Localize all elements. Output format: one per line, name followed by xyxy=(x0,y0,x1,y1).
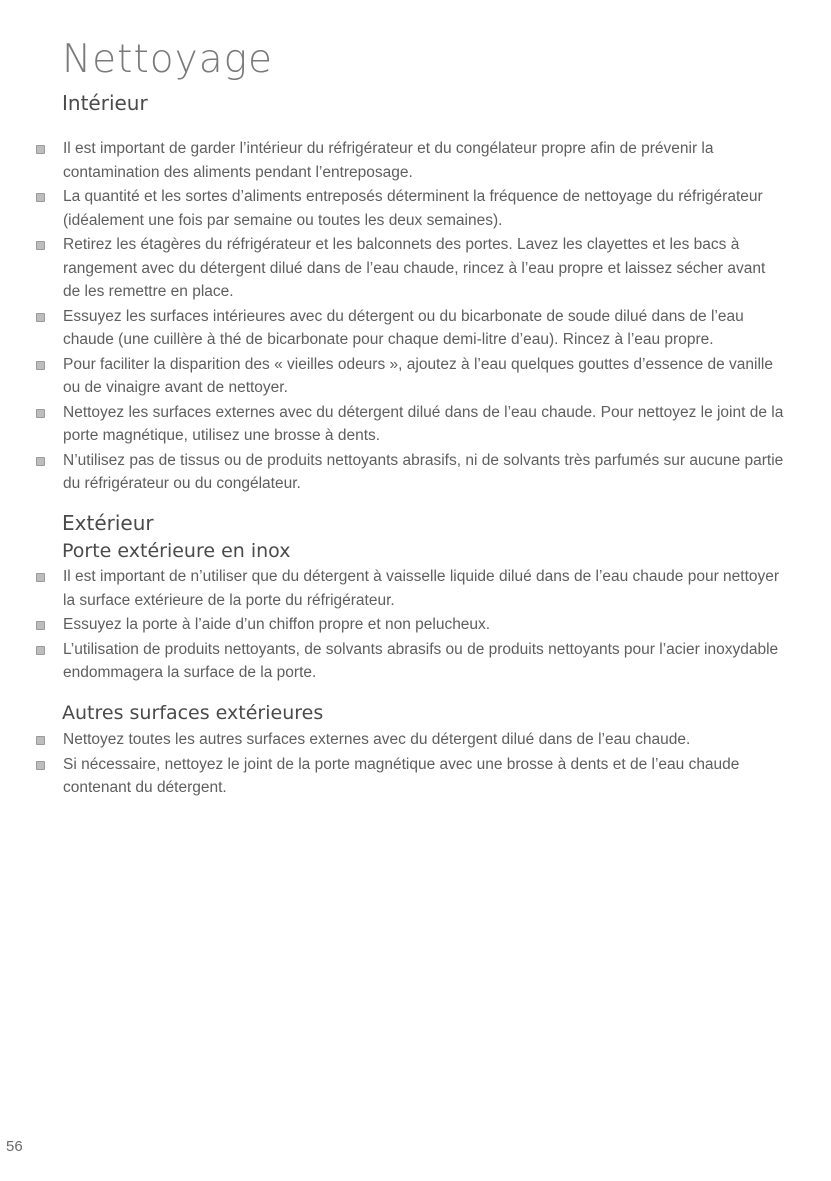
list-item xyxy=(36,401,786,448)
list-item xyxy=(36,185,786,232)
list-item-text: Retirez les étagères du réfrigérateur et les balconnets des portes. Lavez les clayettes et les bacs à rangement avec du détergent dilué dans de l’eau chaude, rincez à l’eau propre et laissez sécher avant de les remettre en place. xyxy=(63,236,766,300)
list-item-text: N’utilisez pas de tissus ou de produits nettoyants abrasifs, ni de solvants très parfumés sur aucune partie du réfrigérateur ou du congélateur. xyxy=(63,451,784,492)
list-item xyxy=(36,728,786,752)
list-item xyxy=(36,449,786,496)
list-item-text: Si nécessaire, nettoyez le joint de la porte magnétique avec une brosse à dents et de l’eau chaude contenant du détergent. xyxy=(63,755,740,796)
subheading-porte-inox: Porte extérieure en inox xyxy=(62,540,291,562)
bullet-icon xyxy=(36,573,45,582)
list-item-text: L’utilisation de produits nettoyants, de solvants abrasifs ou de produits nettoyants pour l’acier inoxydable endommagera la surface de la porte. xyxy=(63,640,779,681)
list-item xyxy=(36,305,786,352)
interieur-bullet-list xyxy=(36,137,786,496)
list-item-text: Pour faciliter la disparition des « vieilles odeurs », ajoutez à l’eau quelques gouttes d’essence de vanille ou de vinaigre avant de nettoyer. xyxy=(63,355,773,396)
bullet-icon xyxy=(36,193,45,202)
porte-inox-bullet-list xyxy=(36,565,786,685)
list-item-text: Essuyez les surfaces intérieures avec du détergent ou du bicarbonate de soude dilué dans de l’eau chaude (une cuillère à thé de bicarbonate pour chaque demi-litre d’eau). Rincez à l’eau propre. xyxy=(63,307,744,348)
subheading-autres-surfaces: Autres surfaces extérieures xyxy=(62,702,324,724)
bullet-icon xyxy=(36,241,45,250)
list-item-text: Il est important de n’utiliser que du détergent à vaisselle liquide dilué dans de l’eau chaude pour nettoyer la surface extérieure de la porte du réfrigérateur. xyxy=(63,568,780,609)
page-title: Nettoyage xyxy=(62,37,273,82)
bullet-icon xyxy=(36,313,45,322)
list-item xyxy=(36,613,786,637)
autres-surfaces-bullet-list xyxy=(36,728,786,800)
list-item xyxy=(36,753,786,800)
bullet-icon xyxy=(36,761,45,770)
list-item xyxy=(36,565,786,612)
section-heading-exterieur: Extérieur xyxy=(62,511,154,535)
page-number: 56 xyxy=(6,1138,23,1155)
list-item xyxy=(36,638,786,685)
list-item-text: Il est important de garder l’intérieur du réfrigérateur et du congélateur propre afin de prévenir la contamination des aliments pendant l’entreposage. xyxy=(63,140,714,181)
bullet-icon xyxy=(36,646,45,655)
list-item-text: Nettoyez les surfaces externes avec du détergent dilué dans de l’eau chaude. Pour nettoyez le joint de la porte magnétique, utilisez une brosse à dents. xyxy=(63,403,784,444)
bullet-icon xyxy=(36,145,45,154)
section-heading-interieur: Intérieur xyxy=(62,91,148,115)
list-item xyxy=(36,353,786,400)
list-item xyxy=(36,137,786,184)
bullet-icon xyxy=(36,361,45,370)
bullet-icon xyxy=(36,409,45,418)
list-item-text: Essuyez la porte à l’aide d’un chiffon propre et non pelucheux. xyxy=(63,616,491,633)
list-item xyxy=(36,233,786,304)
list-item-text: Nettoyez toutes les autres surfaces externes avec du détergent dilué dans de l’eau chaude. xyxy=(63,731,691,748)
bullet-icon xyxy=(36,736,45,745)
bullet-icon xyxy=(36,621,45,630)
list-item-text: La quantité et les sortes d’aliments entreposés déterminent la fréquence de nettoyage du réfrigérateur (idéalement une fois par semaine ou toutes les deux semaines). xyxy=(63,188,763,229)
bullet-icon xyxy=(36,457,45,466)
